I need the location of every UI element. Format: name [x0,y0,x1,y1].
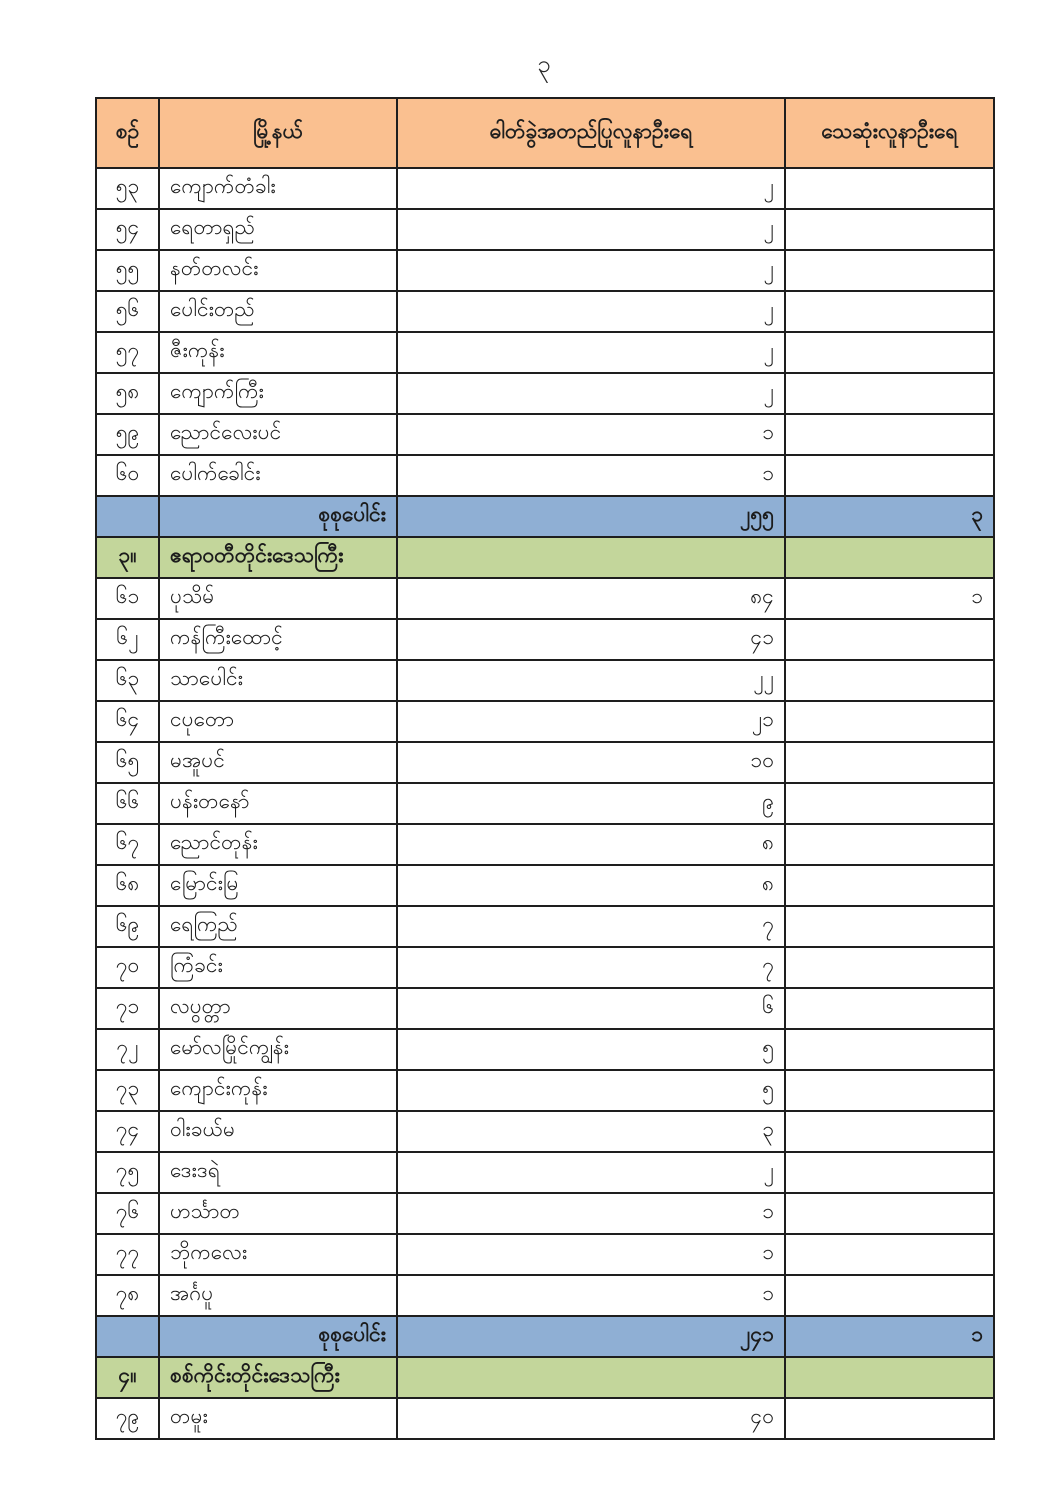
serial-cell: ၇၇ [96,1234,159,1275]
table-row [96,947,994,988]
serial-cell [96,1316,159,1357]
confirmed-count-cell: ၈၄ [397,578,785,619]
death-count-cell [785,947,994,988]
confirmed-count-cell [397,537,785,578]
township-cell: နတ်တလင်း [159,250,397,291]
death-count-cell [785,1111,994,1152]
death-count-cell [785,742,994,783]
death-count-cell [785,537,994,578]
serial-cell: ၆၃ [96,660,159,701]
serial-cell: ၅၅ [96,250,159,291]
death-count-cell [785,619,994,660]
total-label-cell: စုစုပေါင်း [159,1316,397,1357]
serial-cell: ၆၆ [96,783,159,824]
table-row [96,1152,994,1193]
death-count-cell [785,1029,994,1070]
serial-cell: ၆၄ [96,701,159,742]
confirmed-count-cell [397,1357,785,1398]
confirmed-count-cell: ၃ [397,1111,785,1152]
confirmed-count-cell: ၂ [397,291,785,332]
death-count-cell [785,455,994,496]
township-cell: ရေတာရှည် [159,209,397,250]
confirmed-count-cell: ၁ [397,1275,785,1316]
serial-cell: ၇၀ [96,947,159,988]
death-count-cell [785,168,994,209]
serial-cell: ၅၃ [96,168,159,209]
table-row [96,742,994,783]
serial-cell: ၃။ [96,537,159,578]
table-row [96,619,994,660]
death-count-cell [785,988,994,1029]
confirmed-count-cell: ၈ [397,865,785,906]
header-deaths: သေဆုံးလူနာဦးရေ [785,98,994,168]
serial-cell: ၇၄ [96,1111,159,1152]
township-cell: ရေကြည် [159,906,397,947]
serial-cell: ၆၇ [96,824,159,865]
serial-cell: ၇၆ [96,1193,159,1234]
serial-cell: ၇၃ [96,1070,159,1111]
confirmed-count-cell: ၂ [397,1152,785,1193]
confirmed-count-cell: ၇ [397,947,785,988]
confirmed-count-cell: ၂၅၅ [397,496,785,537]
total-label-cell: စုစုပေါင်း [159,496,397,537]
township-cell: သာပေါင်း [159,660,397,701]
serial-cell: ၅၉ [96,414,159,455]
death-count-cell [785,1275,994,1316]
township-cell: မြောင်းမြ [159,865,397,906]
table-row [96,1029,994,1070]
township-cell: ဝါးခယ်မ [159,1111,397,1152]
table-row [96,1398,994,1439]
table-row [96,988,994,1029]
death-count-cell [785,414,994,455]
confirmed-count-cell: ၈ [397,824,785,865]
confirmed-count-cell: ၂ [397,250,785,291]
total-row [96,496,994,537]
confirmed-count-cell: ၆ [397,988,785,1029]
confirmed-count-cell: ၅ [397,1070,785,1111]
death-count-cell [785,906,994,947]
death-count-cell: ၃ [785,496,994,537]
death-count-cell [785,1070,994,1111]
table-row [96,660,994,701]
township-cell: ဒေးဒရဲ [159,1152,397,1193]
serial-cell: ၆၅ [96,742,159,783]
township-cell: ပေါင်းတည် [159,291,397,332]
serial-cell: ၆၁ [96,578,159,619]
table-row [96,1193,994,1234]
confirmed-count-cell: ၁၀ [397,742,785,783]
confirmed-count-cell: ၉ [397,783,785,824]
page-number: ၃ [537,51,551,78]
serial-cell: ၇၅ [96,1152,159,1193]
death-count-cell [785,1152,994,1193]
table-row [96,1111,994,1152]
serial-cell: ၅၇ [96,332,159,373]
death-count-cell: ၁ [785,1316,994,1357]
table-row [96,168,994,209]
table-row [96,578,994,619]
serial-cell: ၇၈ [96,1275,159,1316]
township-cell: ပေါက်ခေါင်း [159,455,397,496]
confirmed-count-cell: ၁ [397,414,785,455]
serial-cell: ၇၉ [96,1398,159,1439]
township-cell: ညောင်လေးပင် [159,414,397,455]
table-row [96,783,994,824]
township-cell: လပွတ္တာ [159,988,397,1029]
serial-cell: ၆၈ [96,865,159,906]
death-count-cell [785,1234,994,1275]
township-cell: ငပုတော [159,701,397,742]
death-count-cell [785,1398,994,1439]
table-row [96,209,994,250]
confirmed-count-cell: ၂ [397,332,785,373]
table-row [96,1275,994,1316]
death-count-cell [785,701,994,742]
region-name-cell: စစ်ကိုင်းတိုင်းဒေသကြီး [159,1357,397,1398]
section-header-row [96,1357,994,1398]
confirmed-count-cell: ၅ [397,1029,785,1070]
confirmed-count-cell: ၄၁ [397,619,785,660]
death-count-cell [785,209,994,250]
township-cell: ဘိုကလေး [159,1234,397,1275]
table-row [96,865,994,906]
confirmed-count-cell: ၂၁ [397,701,785,742]
header-confirmed-cases: ဓါတ်ခွဲအတည်ပြုလူနာဦးရေ [397,98,785,168]
serial-cell: ၇၁ [96,988,159,1029]
death-count-cell [785,1357,994,1398]
township-cell: တမူး [159,1398,397,1439]
death-count-cell: ၁ [785,578,994,619]
township-cell: ပုသိမ် [159,578,397,619]
confirmed-count-cell: ၂ [397,209,785,250]
table-row [96,332,994,373]
confirmed-count-cell: ၁ [397,455,785,496]
covid-case-table [95,97,995,1440]
section-header-row [96,537,994,578]
confirmed-count-cell: ၂ [397,373,785,414]
table-row [96,824,994,865]
death-count-cell [785,1193,994,1234]
header-township: မြို့နယ် [159,98,397,168]
confirmed-count-cell: ၇ [397,906,785,947]
table-row [96,250,994,291]
table-row [96,1070,994,1111]
township-cell: မော်လမြိုင်ကျွန်း [159,1029,397,1070]
confirmed-count-cell: ၂၄၁ [397,1316,785,1357]
serial-cell: ၆၀ [96,455,159,496]
header-serial: စဉ် [96,98,159,168]
table-row [96,1234,994,1275]
death-count-cell [785,865,994,906]
table-row [96,414,994,455]
township-cell: ဟင်္သာတ [159,1193,397,1234]
serial-cell: ၆၉ [96,906,159,947]
total-row [96,1316,994,1357]
township-cell: မအူပင် [159,742,397,783]
region-name-cell: ဧရာဝတီတိုင်းဒေသကြီး [159,537,397,578]
confirmed-count-cell: ၁ [397,1234,785,1275]
township-cell: ညောင်တုန်း [159,824,397,865]
death-count-cell [785,824,994,865]
township-cell: ဇီးကုန်း [159,332,397,373]
township-cell: ကျောက်ကြီး [159,373,397,414]
table-header [96,98,994,168]
death-count-cell [785,250,994,291]
township-cell: ပန်းတနော် [159,783,397,824]
township-cell: ကျောက်တံခါး [159,168,397,209]
death-count-cell [785,373,994,414]
death-count-cell [785,291,994,332]
table-row [96,701,994,742]
confirmed-count-cell: ၂ [397,168,785,209]
table-row [96,291,994,332]
serial-cell: ၅၈ [96,373,159,414]
death-count-cell [785,783,994,824]
township-cell: အင်္ဂပူ [159,1275,397,1316]
confirmed-count-cell: ၂၂ [397,660,785,701]
table-row [96,373,994,414]
table-row [96,906,994,947]
confirmed-count-cell: ၁ [397,1193,785,1234]
township-cell: ကျောင်းကုန်း [159,1070,397,1111]
township-cell: ကန်ကြီးထောင့် [159,619,397,660]
header-row [96,98,994,168]
table-row [96,455,994,496]
death-count-cell [785,660,994,701]
township-cell: ကြံခင်း [159,947,397,988]
table-body [96,168,994,1439]
serial-cell: ၆၂ [96,619,159,660]
serial-cell: ၇၂ [96,1029,159,1070]
serial-cell: ၅၆ [96,291,159,332]
death-count-cell [785,332,994,373]
serial-cell: ၅၄ [96,209,159,250]
serial-cell: ၄။ [96,1357,159,1398]
confirmed-count-cell: ၄၀ [397,1398,785,1439]
serial-cell [96,496,159,537]
